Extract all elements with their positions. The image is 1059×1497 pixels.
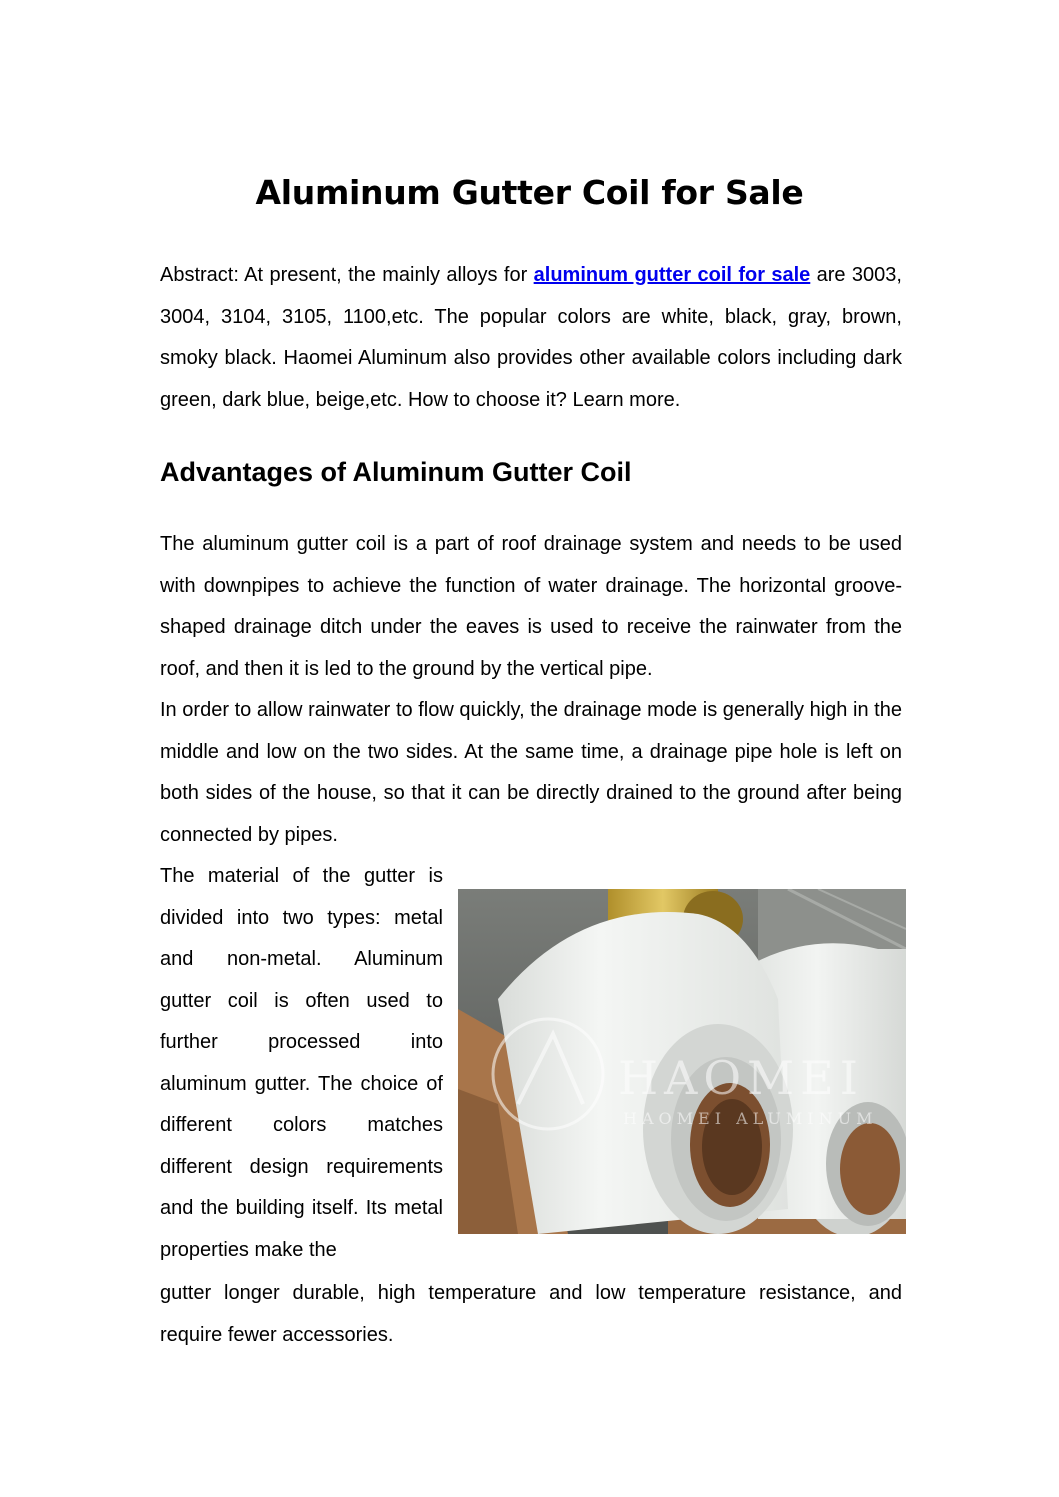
watermark-main-text: HAOMEI — [618, 1051, 864, 1105]
page-title: Aluminum Gutter Coil for Sale — [255, 173, 804, 212]
paragraph-drainage-mode: In order to allow rainwater to flow quickly, the drainage mode is generally high in the middle and low on the two sides. At the same time, a drainage pipe hole is left on both sides of the house, so that it can be directly drained to the ground after being connected by pipes. — [160, 699, 902, 846]
watermark-sub-text: HAOMEI ALUMINUM — [623, 1109, 878, 1128]
abstract-text-start: Abstract: At present, the mainly alloys for — [160, 264, 534, 286]
aluminum-coil-photo — [458, 889, 906, 1234]
section-heading: Advantages of Aluminum Gutter Coil — [160, 457, 632, 487]
abstract-paragraph — [160, 255, 902, 421]
paragraph-material-types: The material of the gutter is divided into two types: metal and non-metal. Aluminum gutter coil is often used to further processed into aluminum gutter. The choice of different colors matches different design requirements and the building itself. Its metal properties make the — [160, 865, 443, 1261]
paragraph-durability: gutter longer durable, high temperature and low temperature resistance, and require fewer accessories. — [160, 1282, 902, 1346]
aluminum-gutter-coil-link[interactable]: aluminum gutter coil for sale — [533, 264, 811, 286]
paragraph-drainage-system: The aluminum gutter coil is a part of roof drainage system and needs to be used with downpipes to achieve the function of water drainage. The horizontal groove-shaped drainage ditch under the eaves is used to receive the rainwater from the roof, and then it is led to the ground by the vertical pipe. — [160, 533, 902, 680]
abstract-text-end: are 3003, 3004, 3104, 3105, 1100,etc. The popular colors are white, black, gray, brown, smoky black. Haomei Aluminum also provides other available colors including dark green, dark blue, beige,etc. How to choose it? Learn more. — [160, 264, 902, 411]
